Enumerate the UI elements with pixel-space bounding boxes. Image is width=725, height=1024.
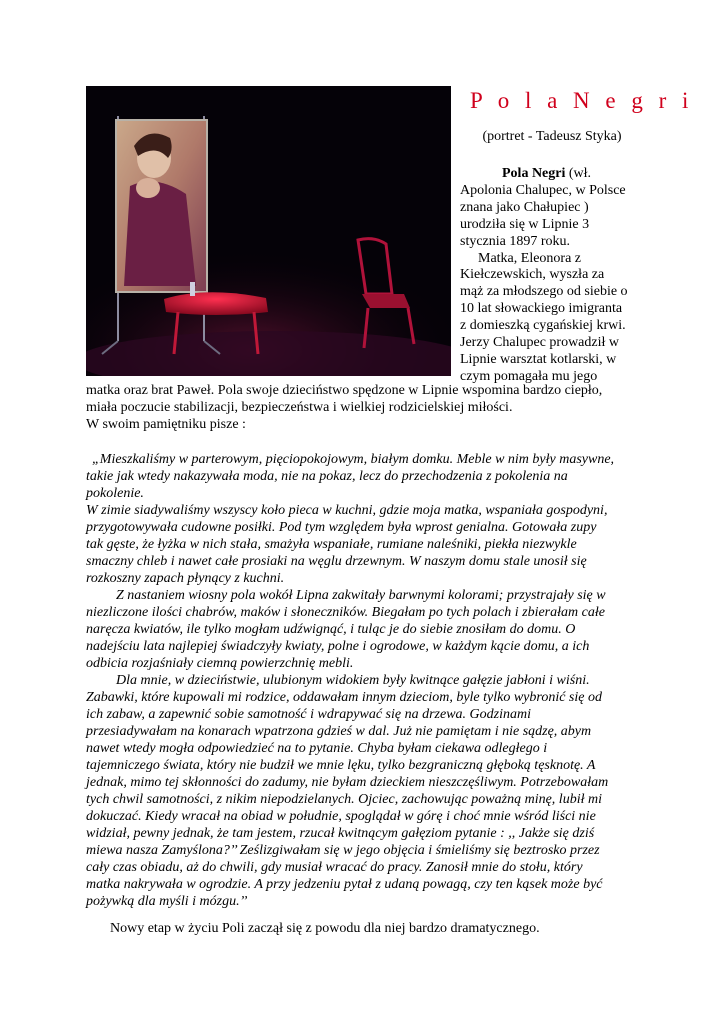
quote-line: nawet wtedy mogła odpowiedzieć na to pytanie. Chyba byłam ciekawa odległego i (86, 741, 548, 756)
quote-line: Dla mnie, w dzieciństwie, ulubionym widokiem były kwitnące gałęzie jabłoni i wiśni. (116, 673, 590, 688)
quote-line: nadejściu lata najlepiej świadczyły kwiaty, polne i ogrodowe, w każdym kącie domu, a ich (86, 639, 590, 654)
quote-line: pokolenie. (86, 486, 144, 501)
quote-line: przesiadywałam na konarach wpatrzona gdzieś w dal. Już nie pamiętam i nie sądzę, abym (86, 724, 592, 739)
quote-line: W zimie siadywaliśmy wszyscy koło pieca w kuchni, gdzie moja matka, wspaniała gospodyni, (86, 503, 608, 518)
intro-line: stycznia 1897 roku. (460, 233, 571, 249)
quote-line: takie jak wtedy nakazywała moda, nie na pokaz, lecz do przechodzenia z pokolenia na (86, 469, 568, 484)
quote-line: tajemniczego świata, który nie budził we mnie lęku, tylko bezgraniczną głęboką tęsknotę. A (86, 758, 596, 773)
intro-line: mąż za młodszego od siebie o (460, 284, 628, 300)
quote-line: dokuczać. Kiedy wracał na obiad w południe, spoglądał w górę i choć mnie wśród liści nie (86, 809, 596, 824)
intro-side-column (460, 166, 650, 386)
closing-paragraph: Nowy etap w życiu Poli zaczął się z powodu dla niej bardzo dramatycznego. (110, 921, 540, 936)
stage-photo (86, 86, 451, 376)
intro-line: W swoim pamiętniku pisze : (86, 417, 246, 432)
intro-line: Jerzy Chalupec prowadził w (460, 335, 619, 351)
quote-line: odbicia rozjaśniały ciemną powierzchnię mebli. (86, 656, 354, 671)
quote-line: ich zabaw, a zapewnić sobie samotność i wdrapywać się na drzewa. Godzinami (86, 707, 532, 722)
intro-line: 10 lat słowackiego imigranta (460, 301, 623, 317)
intro-line: matka oraz brat Paweł. Pola swoje dzieciństwo spędzone w Lipnie wspomina bardzo ciepło, (86, 383, 603, 398)
quote-line: niezliczone ilości chabrów, maków i słoneczników. Biegałam po tych polach i zbierałam całe (86, 605, 605, 620)
subject-name: Pola Negri (502, 166, 566, 181)
quote-line: widział, pewny jednak, że tam jestem, rzucał kwitnącym gałęziom pytanie : ,, Jakże się dziś (86, 826, 595, 841)
quote-line: smaczny chleb i nawet całe prosiaki na węglu drzewnym. W naszym domu stale unosił się (86, 554, 587, 569)
quote-line: tych chwil samotności, z nikim niepodzielanych. Ojciec, zachowując poważną minę, lubił mi (86, 792, 602, 807)
quote-line: naręcza kwiatów, ile tylko mogłam udźwignąć, i tuląc je do siebie znosiłam do domu. O (86, 622, 576, 637)
quote-line: pożywką dla myśli i mózgu.’’ (86, 894, 248, 909)
intro-line: Apolonia Chalupec, w Polsce (460, 182, 626, 198)
intro-line: Kiełczewskich, wyszła za (460, 267, 605, 283)
quote-line: przygotowywała cudowne posiłki. Pod tym względem była wprost genialna. Gotowała zupy (86, 520, 597, 535)
intro-continuation (86, 382, 646, 433)
intro-line: Lipnie warsztat kotlarski, w (460, 351, 617, 367)
quote-line: jednak, mimo tej skłonności do zadumy, nie byłam dzieckiem nieszczęśliwym. Potrzebowałam (86, 775, 609, 790)
intro-line: znana jako Chałupiec ) (460, 199, 589, 215)
quote-line: Z nastaniem wiosny pola wokół Lipna zakwitały barwnymi kolorami; przystrajały się w (116, 588, 606, 603)
stage-photo-illustration (86, 86, 451, 376)
quote-line: cały czas obiadu, aż do chwili, gdy musiał wracać do pracy. Zanosił mnie do stołu, który (86, 860, 583, 875)
page-title: P o l a N e g r i (470, 88, 694, 113)
memoir-quote (86, 451, 646, 910)
intro-line: z domieszką cygańskiej krwi. (460, 318, 626, 334)
quote-line: matka nakrywała w ogrodzie. A przy jedzeniu pytał z udaną powagą, czy ten kąsek może być (86, 877, 603, 892)
intro-line: Matka, Eleonora z (478, 250, 582, 266)
quote-line: miewa nasza Zamyślona?’’ Ześlizgiwałam się w jego objęcia i śmieliśmy się beztrosko przez (86, 843, 600, 858)
intro-line: czym pomagała mu jego (460, 368, 598, 384)
quote-line: tak gęste, że łyżka w nich stała, smażyła wspaniałe, rumiane naleśniki, piekła niezwykle (86, 537, 577, 552)
quote-line: „Mieszkaliśmy w parterowym, pięciopokojowym, białym domku. Meble w nim były masywne, (92, 452, 615, 467)
intro-line: miała poczucie stabilizacji, bezpieczeństwa i wielkiej rodzicielskiej miłości. (86, 400, 513, 415)
photo-caption: (portret - Tadeusz Styka) (482, 129, 622, 144)
intro-line: Pola Negri (wł. (502, 166, 592, 181)
intro-line: urodziła się w Lipnie 3 (460, 216, 590, 232)
quote-line: rozkoszny zapach płynący z kuchni. (86, 571, 285, 586)
quote-line: Zabawki, które kupowali mi rodzice, oddawałam innym dzieciom, byle tylko wybronić się od (86, 690, 602, 705)
